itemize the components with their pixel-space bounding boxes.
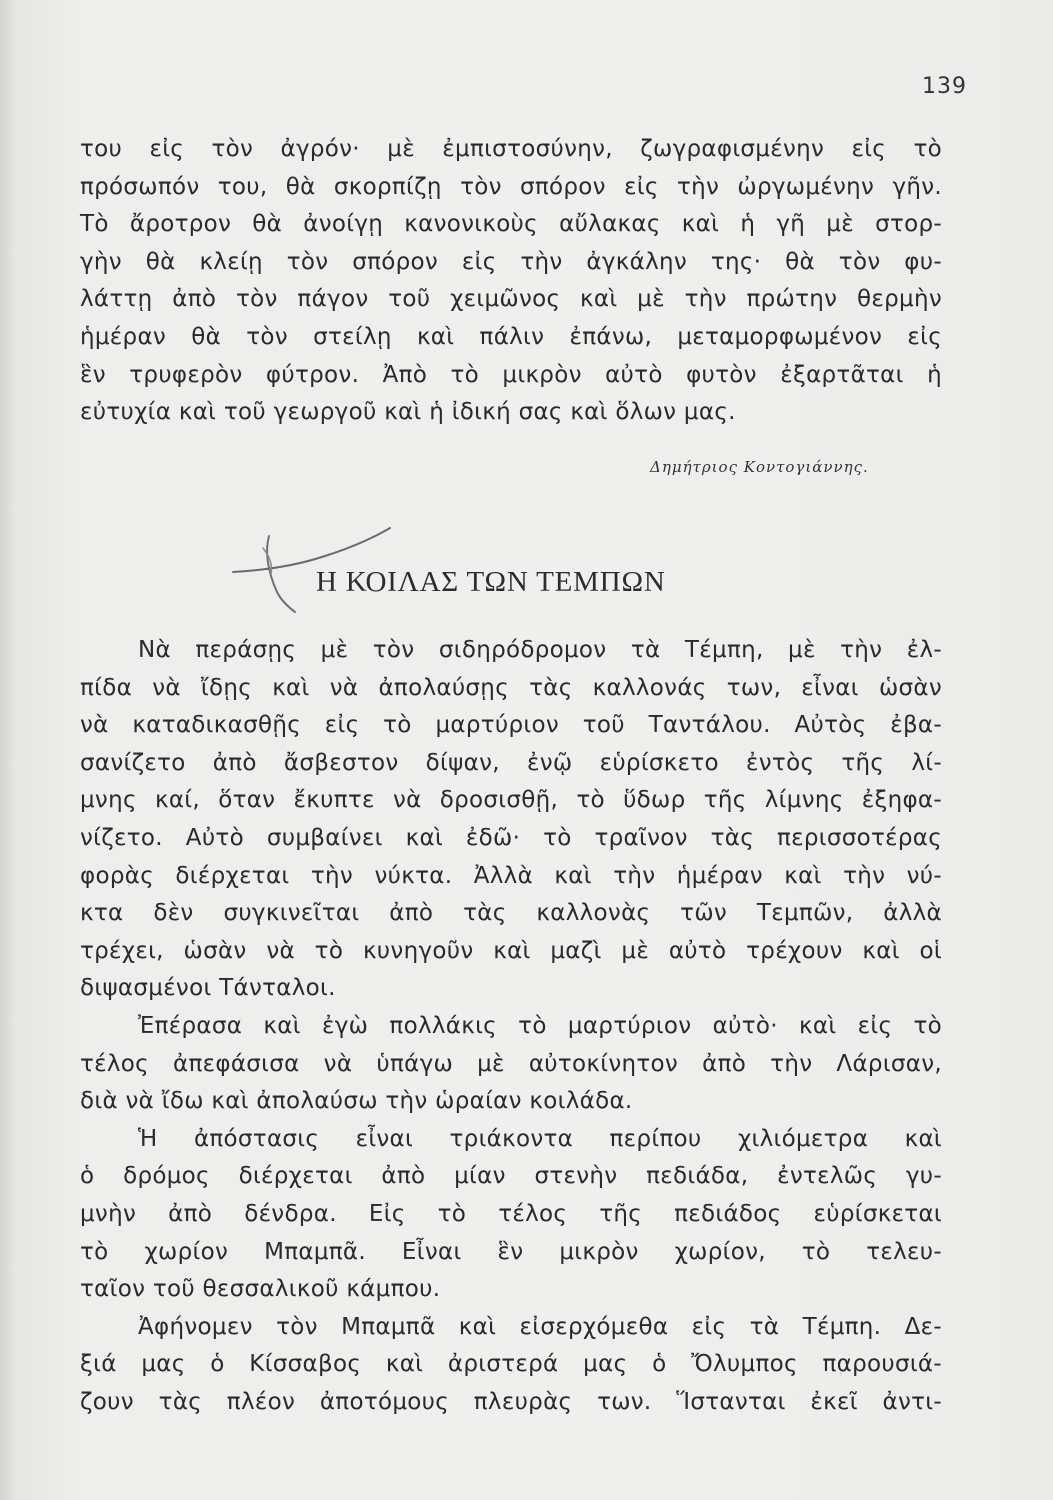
text-line: διψασμένοι Τάνταλοι. [80, 975, 336, 1002]
text-line: πίδα νὰ ἴδῃς καὶ νὰ ἀπολαύσῃς τὰς καλλονάς των, εἶναι ὡσὰν [80, 674, 942, 701]
text-line: τρέχει, ὡσὰν νὰ τὸ κυνηγοῦν καὶ μαζὶ μὲ αὐτὸ τρέχουν καὶ οἱ [80, 937, 942, 964]
text-line: Ἀφήνομεν τὸν Μπαμπᾶ καὶ εἰσερχόμεθα εἰς τὰ Τέμπη. Δε- [138, 1313, 942, 1340]
text-line: νίζετο. Αὐτὸ συμβαίνει καὶ ἐδῶ· τὸ τραῖνον τὰς περισσοτέρας [80, 824, 942, 851]
paragraph-1 [80, 131, 942, 432]
text-line: Τὸ ἄροτρον θὰ ἀνοίγῃ κανονικοὺς αὔλακας καὶ ἡ γῆ μὲ στορ- [80, 211, 942, 238]
page-number: 139 [922, 74, 967, 99]
text-line: Ἐπέρασα καὶ ἐγὼ πολλάκις τὸ μαρτύριον αὐτὸ· καὶ εἰς τὸ [138, 1012, 942, 1039]
text-line: ἡμέραν θὰ τὸν στείλῃ καὶ πάλιν ἐπάνω, μεταμορφωμένον εἰς [80, 323, 942, 350]
text-line: τέλος ἀπεφάσισα νὰ ὑπάγω μὲ αὐτοκίνητον ἀπὸ τὴν Λάρισαν, [80, 1050, 942, 1077]
text-line: ἓν τρυφερὸν φύτρον. Ἀπὸ τὸ μικρὸν αὐτὸ φυτὸν ἐξαρτᾶται ἡ [80, 361, 942, 388]
text-line: του εἰς τὸν ἀγρόν· μὲ ἐμπιστοσύνην, ζωγραφισμένην εἰς τὸ [80, 136, 942, 162]
paragraph-2 [80, 632, 942, 1421]
text-line: γὴν θὰ κλείῃ τὸν σπόρον εἰς τὴν ἀγκάλην της· θὰ τὸν φυ- [80, 248, 942, 275]
author-signature: Δημήτριος Κοντογιάννης. [650, 458, 869, 476]
text-line: μνὴν ἀπὸ δένδρα. Εἰς τὸ τέλος τῆς πεδιάδος εὑρίσκεται [80, 1200, 942, 1227]
text-line: ταῖον τοῦ θεσσαλικοῦ κάμπου. [80, 1276, 441, 1303]
text-line: σανίζετο ἀπὸ ἄσβεστον δίψαν, ἐνῷ εὑρίσκετο ἐντὸς τῆς λί- [80, 749, 942, 776]
text-line: νὰ καταδικασθῇς εἰς τὸ μαρτύριον τοῦ Ταντάλου. Αὐτὸς ἐβα- [80, 712, 942, 739]
text-line: Νὰ περάσῃς μὲ τὸν σιδηρόδρομον τὰ Τέμπη, μὲ τὴν ἐλ- [138, 637, 942, 663]
binding-shadow [0, 0, 14, 1500]
text-line: διὰ νὰ ἴδω καὶ ἀπολαύσω τὴν ὡραίαν κοιλάδα. [80, 1088, 633, 1115]
text-line: ζουν τὰς πλέον ἀποτόμους πλευρὰς των. Ἵστανται ἐκεῖ ἀντι- [80, 1388, 942, 1415]
section-heading: Η ΚΟΙΛΑΣ ΤΩΝ ΤΕΜΠΩΝ [316, 566, 666, 598]
text-line: ξιά μας ὁ Κίσσαβος καὶ ἀριστερά μας ὁ Ὄλυμπος παρουσιά- [80, 1351, 942, 1378]
text-line: κτα δὲν συγκινεῖται ἀπὸ τὰς καλλονὰς τῶν Τεμπῶν, ἀλλὰ [80, 900, 942, 927]
text-line: τὸ χωρίον Μπαμπᾶ. Εἶναι ἓν μικρὸν χωρίον, τὸ τελευ- [80, 1238, 942, 1265]
text-line: Ἡ ἀπόστασις εἶναι τριάκοντα περίπου χιλιόμετρα καὶ [138, 1125, 942, 1152]
text-line: πρόσωπόν του, θὰ σκορπίζῃ τὸν σπόρον εἰς τὴν ὠργωμένην γῆν. [80, 173, 942, 200]
text-line: μνης καί, ὅταν ἔκυπτε νὰ δροσισθῇ, τὸ ὕδωρ τῆς λίμνης ἐξηφα- [80, 787, 942, 814]
text-line: ὁ δρόμος διέρχεται ἀπὸ μίαν στενὴν πεδιάδα, ἐντελῶς γυ- [80, 1163, 942, 1190]
text-line: εὐτυχία καὶ τοῦ γεωργοῦ καὶ ἡ ἰδική σας καὶ ὅλων μας. [80, 399, 736, 426]
text-line: φορὰς διέρχεται τὴν νύκτα. Ἀλλὰ καὶ τὴν ἡμέραν καὶ τὴν νύ- [80, 862, 942, 889]
text-line: λάττῃ ἀπὸ τὸν πάγον τοῦ χειμῶνος καὶ μὲ τὴν πρώτην θερμὴν [80, 286, 942, 313]
